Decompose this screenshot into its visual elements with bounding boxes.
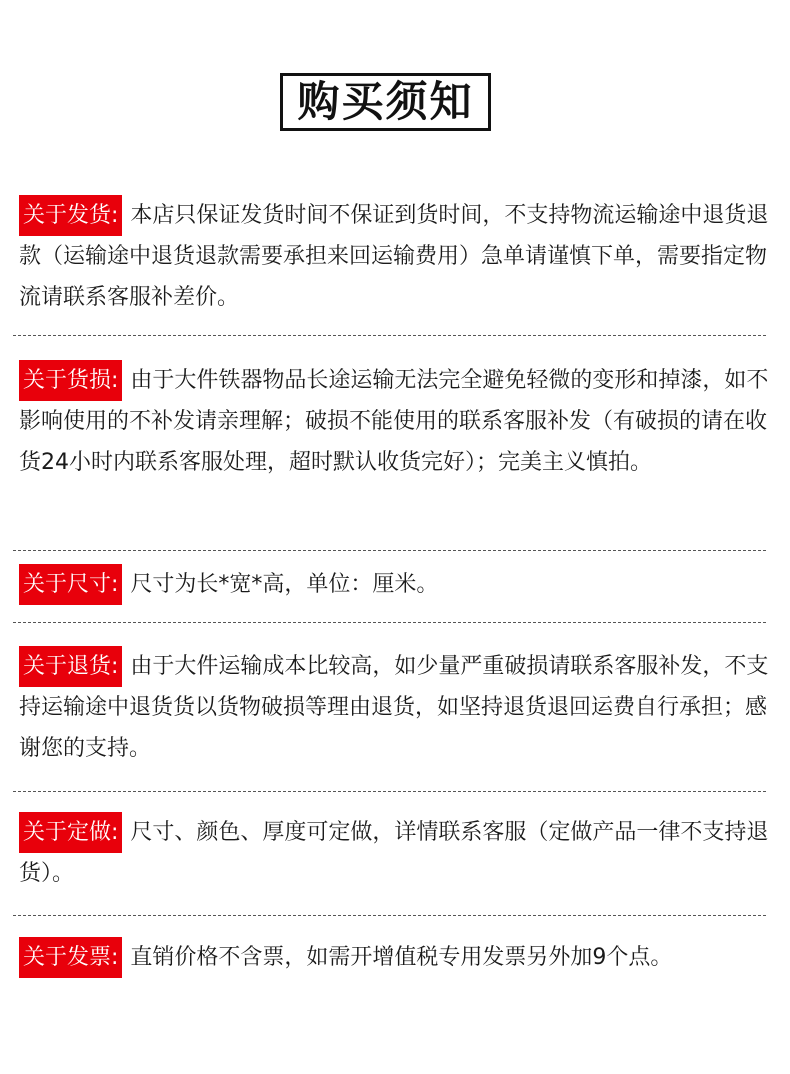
section-tag: 关于尺寸: <box>19 564 122 605</box>
section-size <box>19 564 769 605</box>
section-tag: 关于退货: <box>19 646 122 687</box>
dashed-divider <box>13 622 766 623</box>
section-text: 尺寸、颜色、厚度可定做，详情联系客服（定做产品一律不支持退货）。 <box>19 820 769 886</box>
dashed-divider <box>13 550 766 551</box>
section-text: 由于大件运输成本比较高，如少量严重破损请联系客服补发，不支持运输途中退货货以货物破损等理由退货，如坚持退货退回运费自行承担；感谢您的支持。 <box>19 654 769 761</box>
section-returns <box>19 646 769 769</box>
dashed-divider <box>13 791 766 792</box>
section-custom <box>19 812 769 894</box>
page-title: 购买须知 <box>297 77 474 126</box>
dashed-divider <box>13 915 766 916</box>
section-damage <box>19 360 769 483</box>
section-text: 尺寸为长*宽*高，单位：厘米。 <box>130 572 439 597</box>
section-tag: 关于定做: <box>19 812 122 853</box>
page-title-box <box>280 73 491 131</box>
dashed-divider <box>13 335 766 336</box>
section-text: 本店只保证发货时间不保证到货时间，不支持物流运输途中退货退款（运输途中退货退款需要承担来回运输费用）急单请谨慎下单，需要指定物流请联系客服补差价。 <box>19 203 769 310</box>
section-tag: 关于发货: <box>19 195 122 236</box>
section-text: 直销价格不含票，如需开增值税专用发票另外加9个点。 <box>130 945 673 970</box>
section-shipping <box>19 195 769 318</box>
section-text: 由于大件铁器物品长途运输无法完全避免轻微的变形和掉漆，如不影响使用的不补发请亲理解；破损不能使用的联系客服补发（有破损的请在收货24小时内联系客服处理，超时默认收货完好）；完美主义慎拍。 <box>19 368 769 475</box>
section-tag: 关于货损: <box>19 360 122 401</box>
section-invoice <box>19 937 769 978</box>
section-tag: 关于发票: <box>19 937 122 978</box>
